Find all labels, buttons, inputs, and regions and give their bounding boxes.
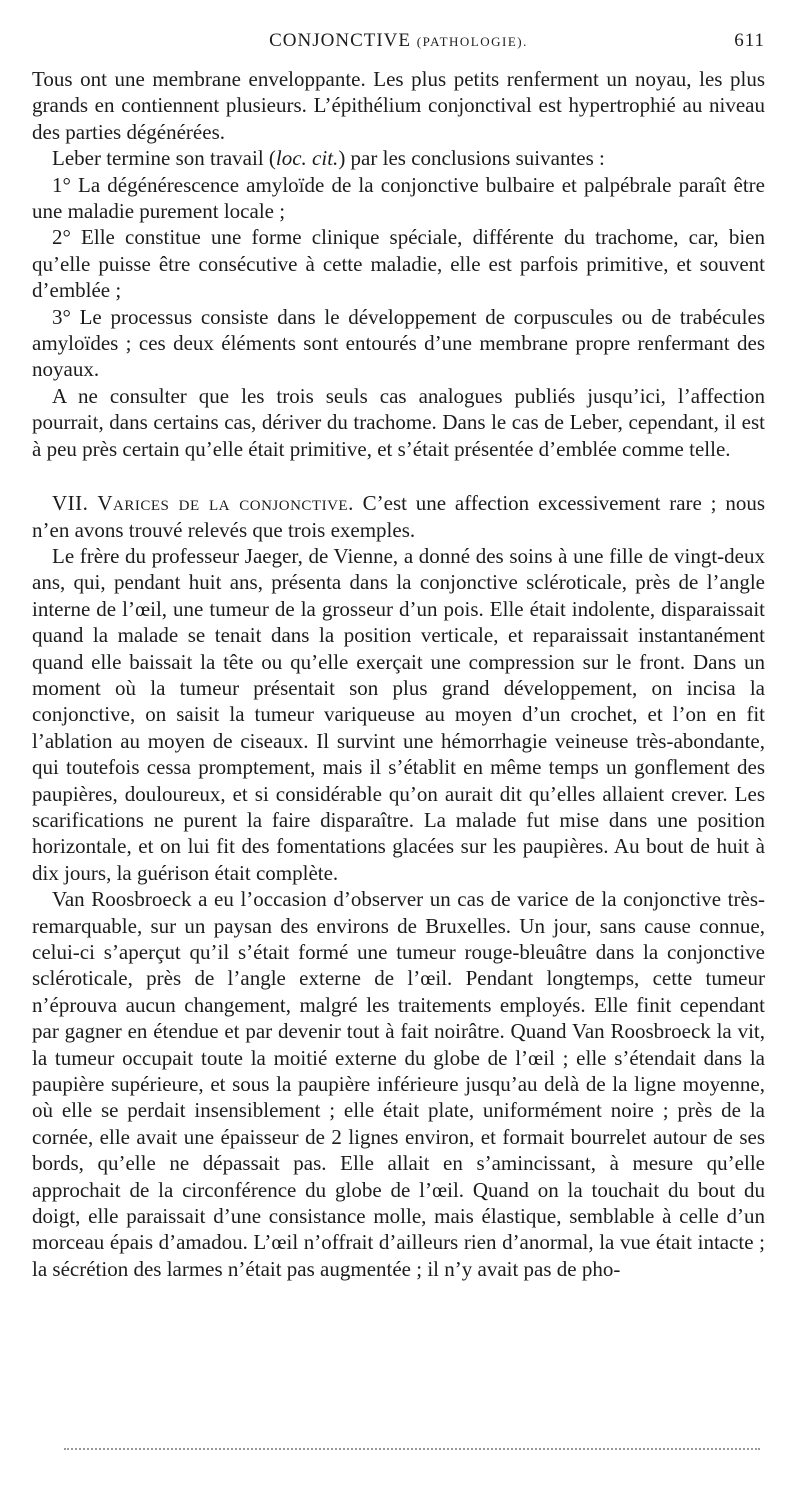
section-intro: C’est une affection excessivement rare ; nous n’en avons trouvé relevés que trois exemples. <box>32 491 765 542</box>
paragraph-epithelium: Tous ont une membrane enveloppante. Les plus petits renferment un noyau, les plus grands en contiennent plusieurs. L’épithélium conjonctival est hypertrophié au niveau des parties dégénérées. <box>32 67 765 144</box>
book-page <box>32 30 765 1282</box>
conclusion-item-3: 3° Le processus consiste dans le développement de corpuscules ou de trabécules amyloïdes ; ces deux éléments sont entourés d’une membrane propre renfermant des noyaux. <box>32 304 765 382</box>
page-number: 611 <box>734 30 765 51</box>
body-text <box>32 66 765 1282</box>
leber-citation: loc. cit. <box>275 146 339 171</box>
conclusion-item-2: 2° Elle constitue une forme clinique spéciale, différente du trachome, car, bien qu’elle puisse être consécutive à cette maladie, elle est parfois primitive, et souvent d’emblée ; <box>32 225 765 303</box>
running-title-main: CONJONCTIVE <box>269 30 412 51</box>
conclusion-item-1: 1° La dégénérescence amyloïde de la conjonctive bulbaire et palpébrale paraît être une maladie purement locale ; <box>32 172 765 224</box>
paragraph-jaeger-case: Le frère du professeur Jaeger, de Vienne, a donné des soins à une fille de vingt-deux ans, qui, pendant huit ans, présenta dans la conjonctive scléroticale, près de l’angle interne de l’œil, une tumeur de la grosseur d’un pois. Elle était indolente, disparaissait quand la malade se tenait dans la position verticale, et reparaissait instantanément quand elle baissait la tête ou qu’elle exerçait une compression sur le front. Dans un moment où la tumeur présentait son plus grand développement, on incisa la conjonctive, on saisit la tumeur variqueuse au moyen d’un crochet, et l’on en fit l’ablation au moyen de ciseaux. Il survint une hémorrhagie veineuse très-abondante, qui toutefois cessa promptement, mais il s’établit en même temps un gonflement des paupières, douloureux, et si considérable qu’on aurait dit qu’elles allaient crever. Les scarifications ne purent la faire disparaître. La malade fut mise dans une position horizontale, et on lui fit des fomentations glacées sur les paupières. Au bout de huit à dix jours, la guérison était complète. <box>32 543 765 885</box>
bottom-rule <box>64 1448 760 1450</box>
paragraph-leber-conclusions <box>32 145 765 171</box>
leber-text-after: ) par les conclusions suivantes : <box>338 146 605 171</box>
running-head <box>32 30 765 56</box>
section-heading: VII. Varices de la conjonctive. <box>52 491 354 516</box>
running-title-sub: (PATHOLOGIE). <box>416 34 528 49</box>
paragraph-trachome: A ne consulter que les trois seuls cas analogues publiés jusqu’ici, l’affection pourrait, dans certains cas, dériver du trachome. Dans le cas de Leber, cependant, il est à peu près certain qu’elle était primitive, et s’était présentée d’emblée comme telle. <box>32 383 765 461</box>
section-varices <box>32 490 765 543</box>
paragraph-van-roosbroeck-case: Van Roosbroeck a eu l’occasion d’observer un cas de varice de la conjonctive très-remarquable, sur un paysan des environs de Bruxelles. Un jour, sans cause connue, celui-ci s’aperçut qu’il s’était formé une tumeur rouge-bleuâtre dans la conjonctive scléroticale, près de l’angle externe de l’œil. Pendant longtemps, cette tumeur n’éprouva aucun changement, malgré les traitements employés. Elle finit cependant par gagner en étendue et par devenir tout à fait noirâtre. Quand Van Roosbroeck la vit, la tumeur occupait toute la moitié externe du globe de l’œil ; elle s’étendait dans la paupière supérieure, et sous la paupière inférieure jusqu’au delà de la ligne moyenne, où elle se perdait insensiblement ; elle était plate, uniformément noire ; près de la cornée, elle avait une épaisseur de 2 lignes environ, et formait bourrelet autour de ses bords, qu’elle ne dépassait pas. Elle allait en s’amincissant, à mesure qu’elle approchait de la circonférence du globe de l’œil. Quand on la touchait du bout du doigt, elle paraissait d’une consistance molle, mais élastique, semblable à celle d’un morceau épais d’amadou. L’œil n’offrait d’ailleurs rien d’anormal, la vue était intacte ; la sécrétion des larmes n’était pas augmentée ; il n’y avait pas de pho- <box>32 887 765 1281</box>
leber-text-before: Leber termine son travail ( <box>52 146 276 171</box>
running-title <box>32 30 765 52</box>
